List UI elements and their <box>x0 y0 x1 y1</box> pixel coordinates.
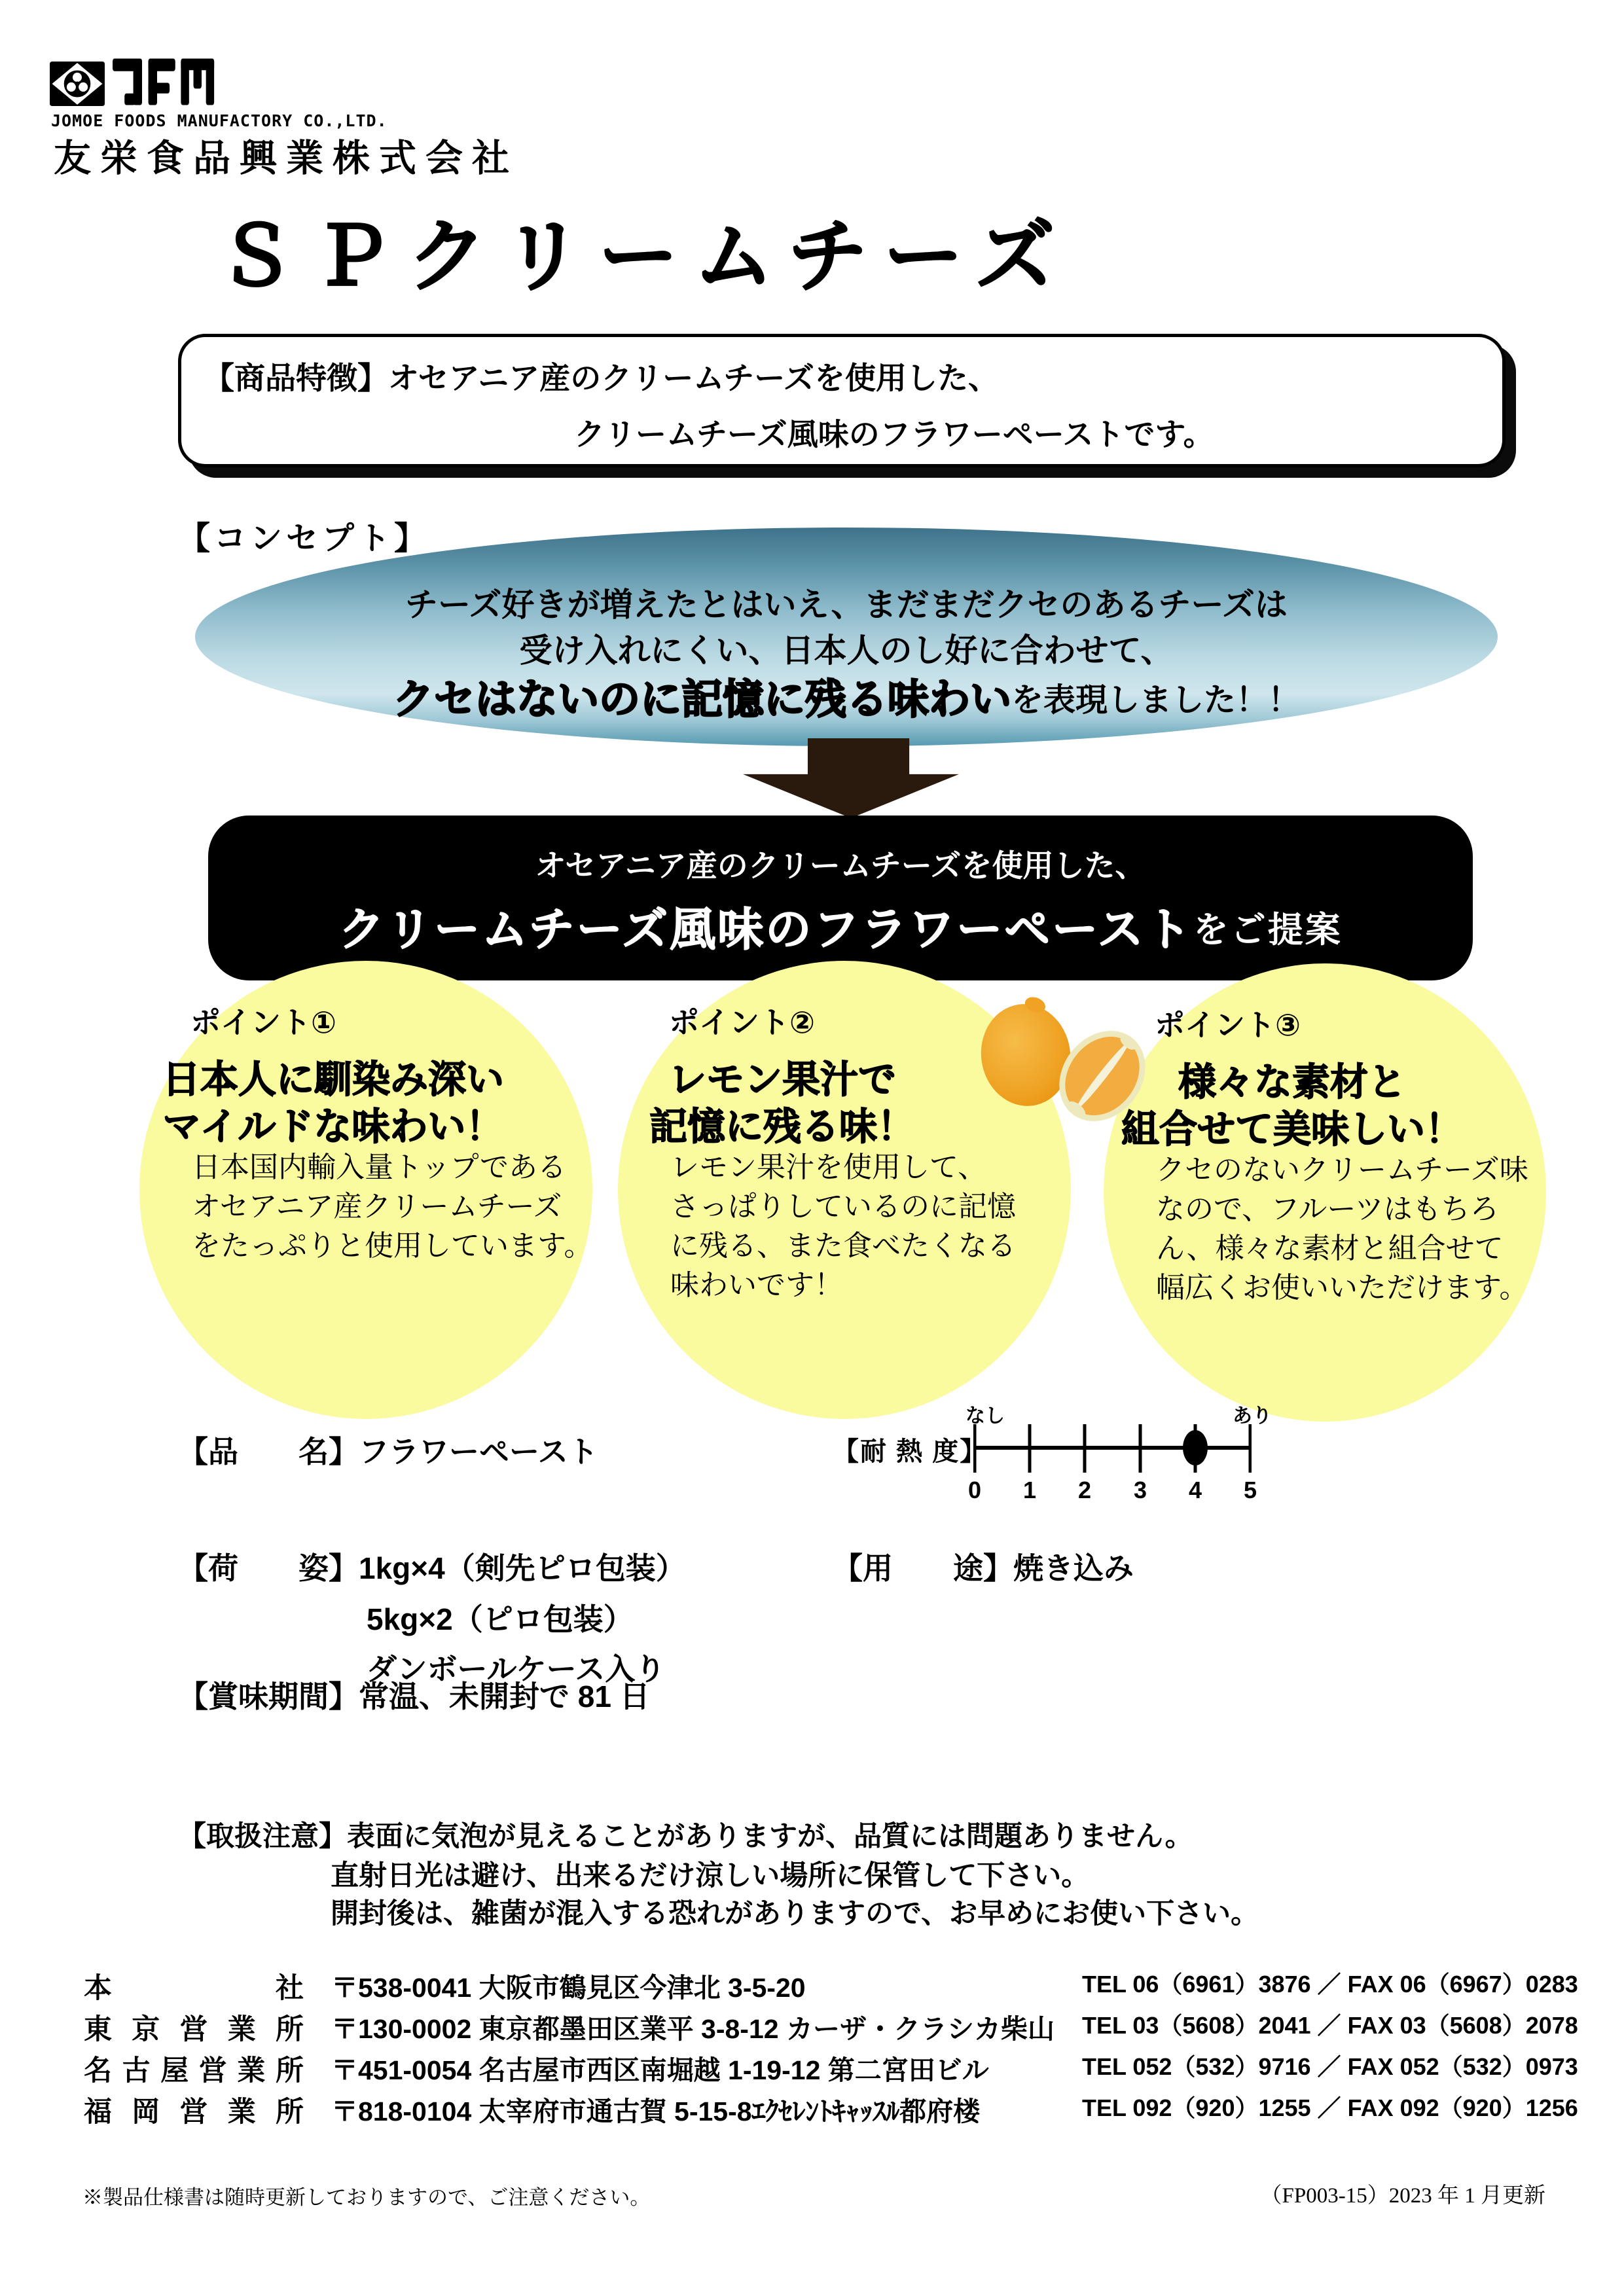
heat-tick-3: 3 <box>1133 1477 1147 1503</box>
product-features-box <box>178 334 1506 467</box>
concept-section-label: 【コンセプト】 <box>178 521 431 556</box>
point-3-body-line: 幅広くお使いいただけます。 <box>1156 1272 1528 1304</box>
heat-resistance-scale <box>965 1405 1272 1504</box>
point-2-body-line: さっぱりしているのに記憶 <box>670 1191 1016 1223</box>
office-name: 本 社 <box>84 1973 304 2004</box>
point-3-body-line: なので、フルーツはもちろ <box>1156 1193 1499 1225</box>
point-3-title-1: 様々な素材と <box>1178 1061 1406 1103</box>
office-row-head <box>0 1966 1624 2005</box>
company-logo-mark-icon <box>50 62 105 106</box>
point-3-body-line: ん、様々な素材と組合せて <box>1156 1232 1504 1265</box>
package-line-3: ダンボールケース入り <box>367 1652 666 1686</box>
feature-text-1: オセアニア産のクリームチーズを使用した、 <box>388 361 999 395</box>
point-1-body-line: 日本国内輸入量トップである <box>192 1151 566 1183</box>
concept-line-2: 受け入れにくい、日本人のし好に合わせて、 <box>519 632 1174 669</box>
point-1-title-2: マイルドな味わい！ <box>162 1105 504 1148</box>
point-3-body-line: クセのないクリームチーズ味 <box>1156 1154 1528 1186</box>
heat-scale-value-dot <box>1183 1430 1208 1465</box>
heat-scale-max-label: あり <box>1233 1405 1272 1427</box>
heat-tick-5: 5 <box>1243 1477 1257 1503</box>
office-tel-fax: TEL 03（5608）2041 ／ FAX 03（5608）2078 <box>1082 2012 1578 2039</box>
office-row-fukuoka <box>0 2090 1624 2129</box>
point-2-title-1: レモン果汁で <box>668 1058 896 1101</box>
heat-resistance-label: 【耐 熱 度】 <box>833 1437 988 1466</box>
office-name: 東京営業所 <box>84 2014 304 2045</box>
package-line-1: 1kg×4（剣先ピロ包装） <box>359 1551 686 1585</box>
product-name-label: 【品 名】 <box>178 1435 359 1469</box>
handling-label: 【取扱注意】 <box>178 1821 347 1852</box>
office-tel-fax: TEL 092（920）1255 ／ FAX 092（920）1256 <box>1082 2094 1578 2121</box>
point-2-label: ポイント② <box>669 1005 815 1039</box>
point-1-body <box>192 1148 592 1266</box>
office-name: 福岡営業所 <box>84 2096 304 2128</box>
proposal-line-2 <box>208 893 1473 959</box>
point-2-body-line: レモン果汁を使用して、 <box>670 1151 987 1183</box>
heat-tick-4: 4 <box>1188 1477 1202 1503</box>
office-address: 〒451-0054 名古屋市西区南堀越 1-19-12 第二宮田ビル <box>331 2055 989 2085</box>
office-row-tokyo <box>0 2007 1624 2047</box>
heat-scale-axis <box>973 1423 1252 1475</box>
company-name-japanese: 友栄食品興業株式会社 <box>54 137 518 179</box>
package-row <box>178 1545 686 1588</box>
point-2-body <box>670 1148 1016 1305</box>
concept-ellipse <box>195 528 1498 746</box>
point-2-body-line: に残る、また食べたくなる <box>670 1230 1016 1262</box>
package-label: 【荷 姿】 <box>178 1551 359 1585</box>
concept-line-1: チーズ好きが増えたとはいえ、まだまだクセのあるチーズは <box>405 586 1288 623</box>
heat-tick-0: 0 <box>967 1477 982 1503</box>
jfm-logo-letters-icon <box>113 58 216 106</box>
point-3-label: ポイント③ <box>1155 1008 1301 1042</box>
office-address: 〒130-0002 東京都墨田区業平 3-8-12 カーザ・クラシカ柴山 <box>331 2014 1055 2044</box>
product-name-row <box>178 1428 598 1471</box>
lemon-icon <box>964 990 1170 1127</box>
footer-note: ※製品仕様書は随時更新しておりますので、ご注意ください。 <box>82 2186 651 2209</box>
point-3-title-2: 組合せて美味しい！ <box>1121 1108 1463 1151</box>
point-2-title-2: 記憶に残る味！ <box>649 1105 915 1148</box>
feature-label: 【商品特徴】 <box>204 361 388 395</box>
usage-row <box>833 1545 1134 1588</box>
usage-value: 焼き込み <box>1013 1551 1134 1585</box>
point-1-circle <box>139 961 592 1419</box>
product-name-value: フラワーペースト <box>359 1435 598 1469</box>
usage-label: 【用 途】 <box>833 1551 1013 1585</box>
shelf-life-label: 【賞味期間】 <box>178 1679 359 1713</box>
handling-line-1 <box>178 1814 1193 1854</box>
package-line-2: 5kg×2（ピロ包装） <box>367 1602 634 1636</box>
office-address: 〒538-0041 大阪市鶴見区今津北 3-5-20 <box>331 1973 806 2003</box>
shelf-life-value: 常温、未開封で 81 日 <box>359 1679 650 1713</box>
point-3-body <box>1156 1151 1528 1308</box>
page-title: ＳＰクリームチーズ <box>216 212 1071 301</box>
office-tel-fax: TEL 06（6961）3876 ／ FAX 06（6967）0283 <box>1082 1971 1578 1998</box>
handling-line-2: 直射日光は避け、出来るだけ涼しい場所に保管して下さい。 <box>331 1860 1090 1892</box>
feature-text-2: クリームチーズ風味のフラワーペーストです。 <box>574 417 1214 452</box>
shelf-life-row <box>178 1673 650 1716</box>
heat-tick-2: 2 <box>1077 1477 1092 1503</box>
point-1-body-line: をたっぷりと使用しています。 <box>192 1230 593 1262</box>
office-tel-fax: TEL 052（532）9716 ／ FAX 052（532）0973 <box>1082 2053 1578 2080</box>
feature-line-1 <box>204 354 999 398</box>
proposal-line-2-rest: をご提案 <box>1193 910 1343 950</box>
concept-line-3 <box>195 666 1498 726</box>
footer-doc-code: （FP003-15）2023 年 1 月更新 <box>1260 2184 1545 2208</box>
office-address: 〒818-0104 太宰府市通古賀 5-15-8ｴｸｾﾚﾝﾄｷｬｯｽﾙ都府楼 <box>331 2096 981 2126</box>
point-2-body-line: 味わいです！ <box>670 1269 843 1301</box>
handling-text-1: 表面に気泡が見えることがありますが、品質には問題ありません。 <box>347 1821 1193 1852</box>
proposal-line-2-emphasis: クリームチーズ風味のフラワーペースト <box>338 904 1193 955</box>
office-name: 名古屋営業所 <box>84 2055 304 2087</box>
heat-tick-1: 1 <box>1022 1477 1037 1503</box>
heat-scale-min-label: なし <box>965 1405 1005 1427</box>
point-1-body-line: オセアニア産クリームチーズ <box>192 1191 562 1223</box>
handling-line-3: 開封後は、雑菌が混入する恐れがありますので、お早めにお使い下さい。 <box>331 1898 1259 1929</box>
down-arrow-icon <box>743 738 959 818</box>
point-1-label: ポイント① <box>190 1005 336 1039</box>
proposal-banner <box>208 816 1473 980</box>
office-row-nagoya <box>0 2049 1624 2088</box>
point-1-title-1: 日本人に馴染み深い <box>162 1058 504 1101</box>
proposal-line-1: オセアニア産のクリームチーズを使用した、 <box>535 848 1146 883</box>
concept-line-3-rest: を表現しました！！ <box>1011 683 1300 718</box>
company-name-english: JOMOE FOODS MANUFACTORY CO.,LTD. <box>51 111 388 130</box>
concept-line-3-emphasis: クセはないのに記憶に残る味わい <box>392 677 1011 723</box>
